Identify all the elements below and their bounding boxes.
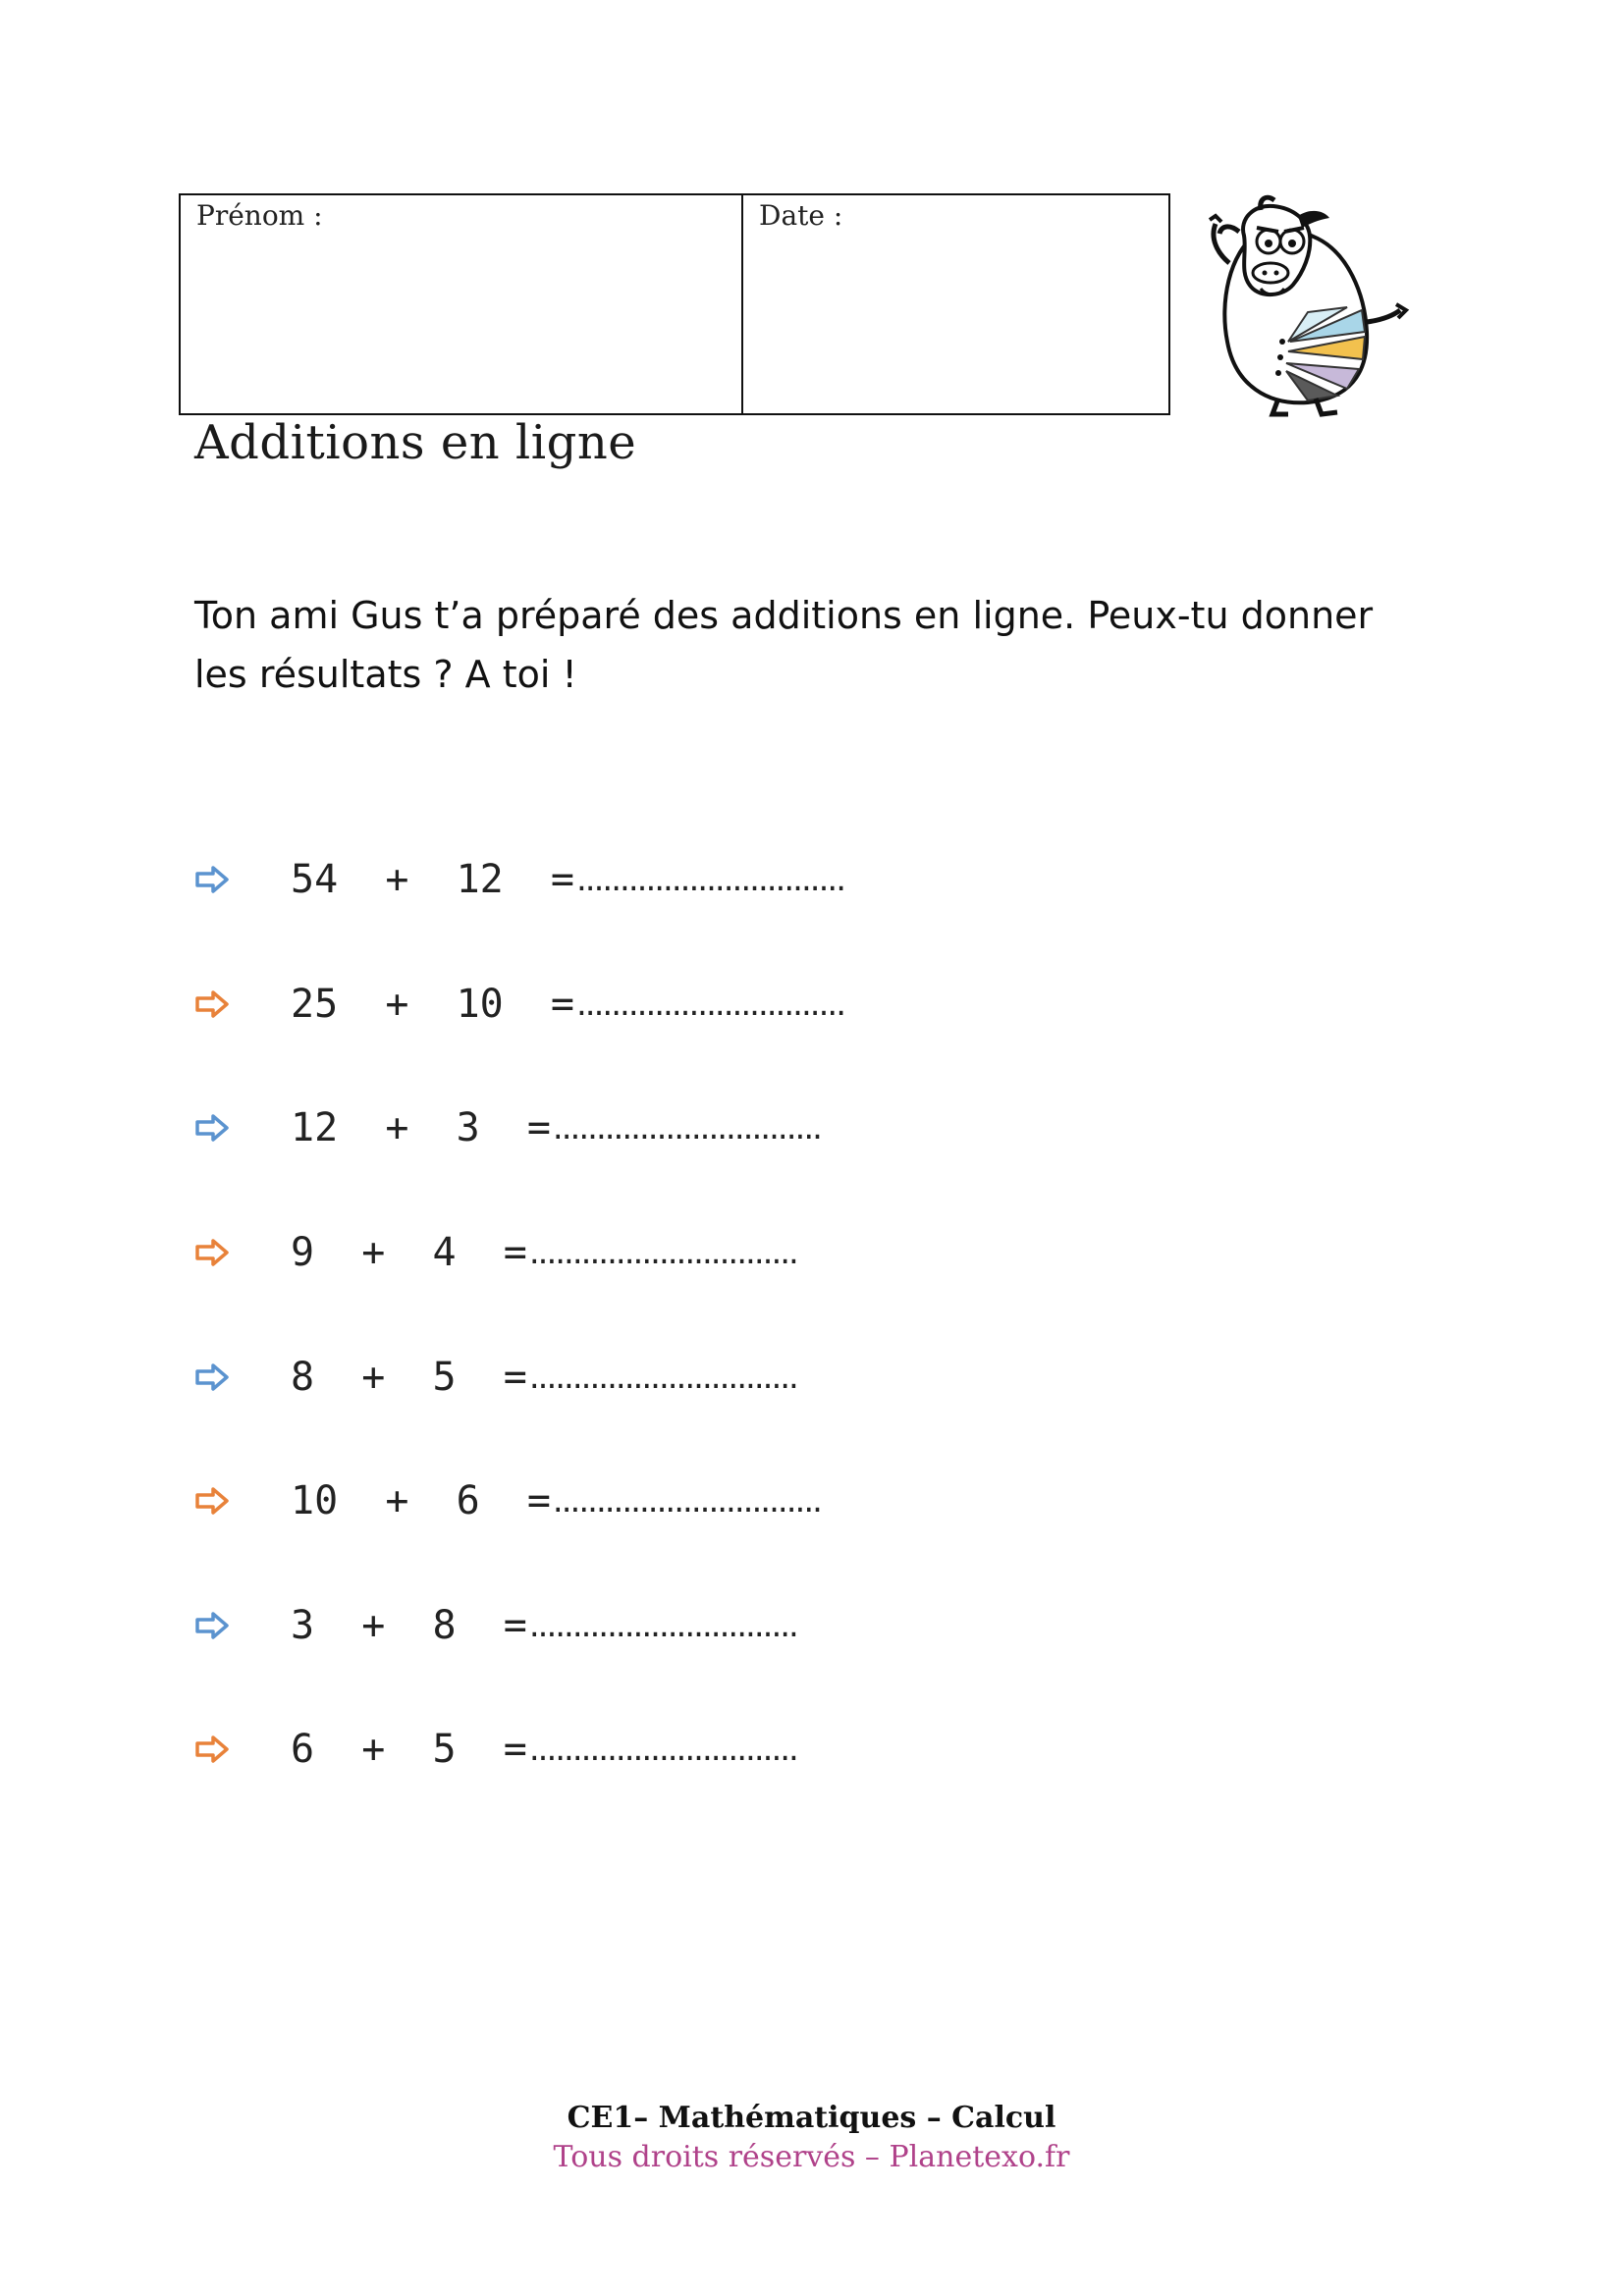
arrow-right-icon xyxy=(194,1486,230,1516)
student-info-table xyxy=(179,193,1170,415)
exercise-row xyxy=(194,975,844,1034)
exercise-expression: 8 + 5 = xyxy=(291,1355,527,1400)
date-label: Date : xyxy=(759,199,843,232)
exercise-expression: 54 + 12 = xyxy=(291,857,574,902)
arrow-right-icon xyxy=(194,1735,230,1764)
prenom-field[interactable] xyxy=(181,195,743,413)
exercise-row xyxy=(194,850,844,909)
instructions-text: Ton ami Gus t’a préparé des additions en ligne. Peux-tu donner les résultats ? A toi ! xyxy=(194,594,1374,696)
footer-course: CE1– Mathématiques – Calcul xyxy=(567,2101,1056,2135)
answer-blank[interactable]: ............................... xyxy=(575,985,845,1024)
exercise-row xyxy=(194,1720,797,1779)
exercise-expression: 6 + 5 = xyxy=(291,1727,527,1772)
exercise-expression: 10 + 6 = xyxy=(291,1478,551,1523)
exercise-expression: 3 + 8 = xyxy=(291,1603,527,1648)
exercise-row xyxy=(194,1098,821,1157)
answer-blank[interactable]: ............................... xyxy=(528,1730,797,1769)
exercise-expression: 25 + 10 = xyxy=(291,982,574,1027)
date-field[interactable] xyxy=(743,195,1168,413)
exercise-row xyxy=(194,1223,797,1282)
arrow-right-icon xyxy=(194,1113,230,1143)
arrow-right-icon xyxy=(194,1611,230,1640)
exercise-row xyxy=(194,1471,821,1530)
answer-blank[interactable]: ............................... xyxy=(552,1108,821,1148)
gus-mascot-icon xyxy=(1200,194,1416,420)
footer-rights: Tous droits réservés – Planetexo.fr xyxy=(553,2140,1070,2174)
answer-blank[interactable]: ............................... xyxy=(528,1358,797,1397)
exercise-row xyxy=(194,1596,797,1655)
prenom-label: Prénom : xyxy=(196,199,323,232)
arrow-right-icon xyxy=(194,865,230,894)
exercise-expression: 9 + 4 = xyxy=(291,1230,527,1275)
answer-blank[interactable]: ............................... xyxy=(528,1606,797,1645)
arrow-right-icon xyxy=(194,1238,230,1267)
answer-blank[interactable]: ............................... xyxy=(552,1481,821,1521)
exercise-expression: 12 + 3 = xyxy=(291,1105,551,1150)
answer-blank[interactable]: ............................... xyxy=(575,860,845,899)
answer-blank[interactable]: ............................... xyxy=(528,1233,797,1272)
arrow-right-icon xyxy=(194,989,230,1019)
exercise-row xyxy=(194,1348,797,1407)
page-title: Additions en ligne xyxy=(194,415,637,470)
arrow-right-icon xyxy=(194,1362,230,1392)
